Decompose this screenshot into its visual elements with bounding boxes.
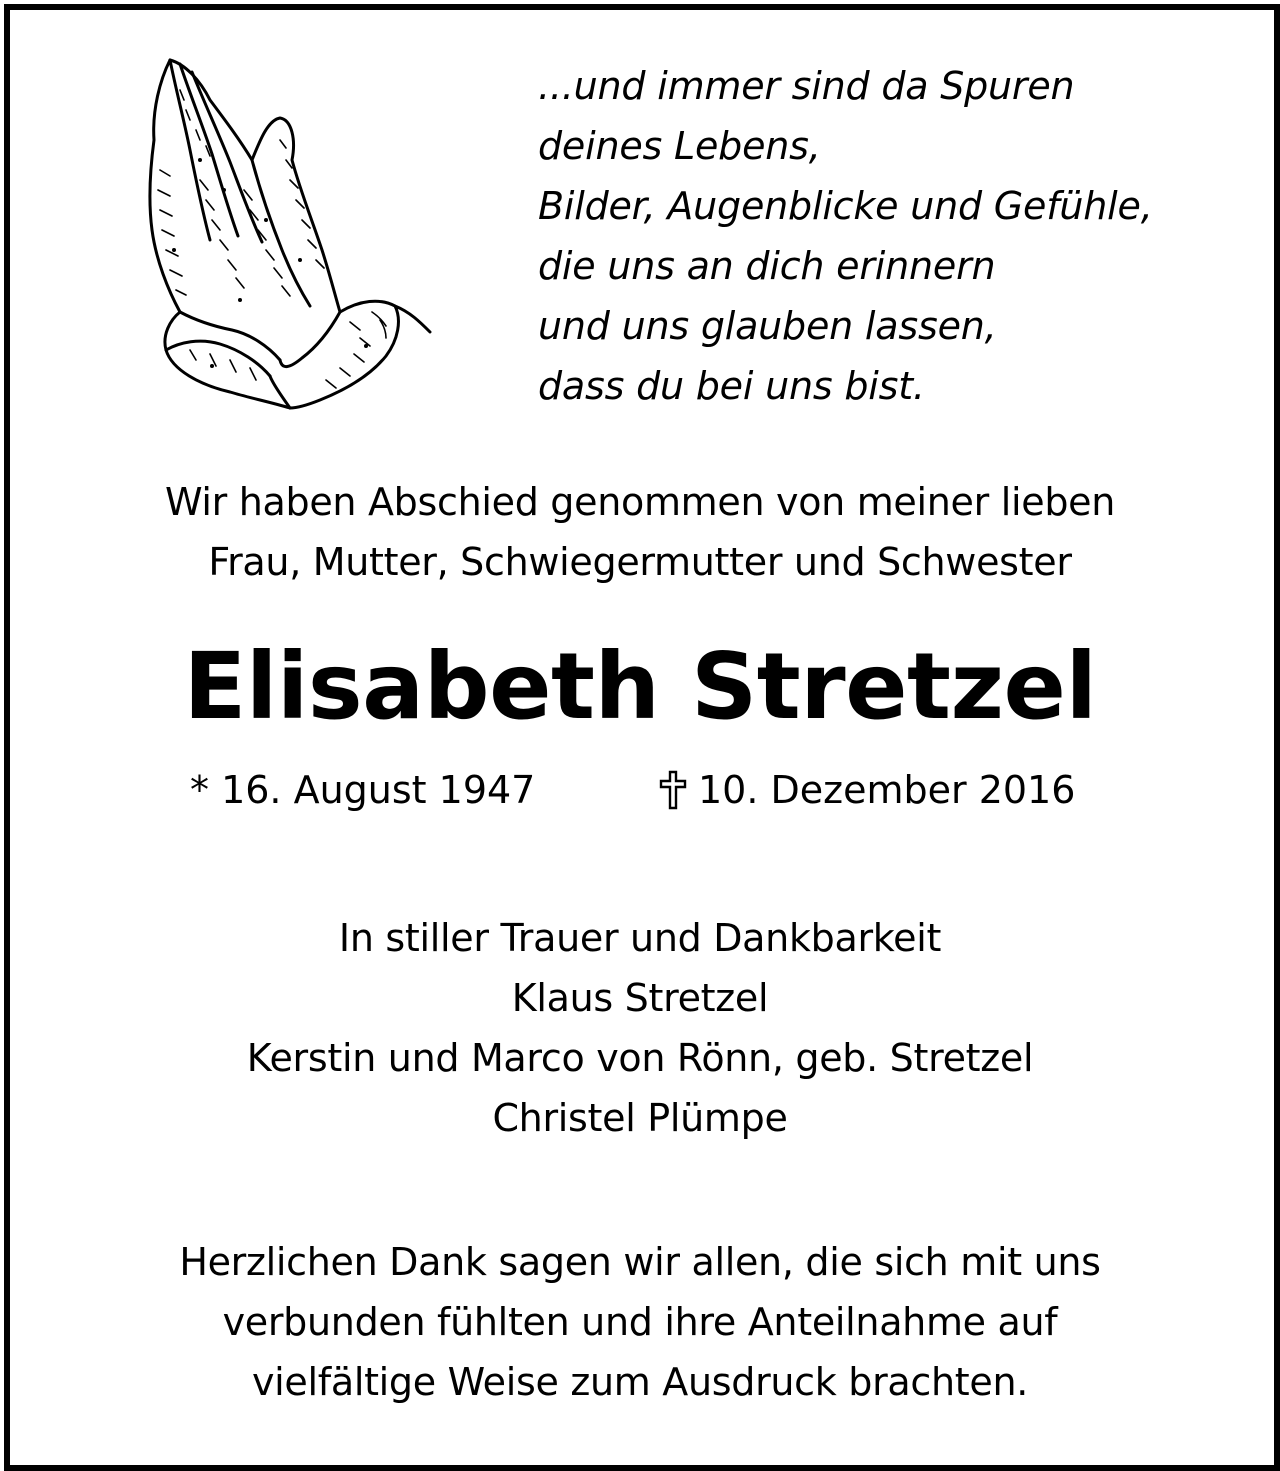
intro-text	[0, 472, 1280, 592]
mourners-list	[0, 908, 1280, 1148]
poem-line: die uns an dich erinnern	[538, 244, 996, 288]
poem-line: und uns glauben lassen,	[538, 304, 997, 348]
thanks-line: vielfältige Weise zum Ausdruck brachten.	[251, 1360, 1029, 1404]
mourner-line: Klaus Stretzel	[511, 976, 769, 1020]
death-date-row	[658, 760, 1075, 820]
mourner-line: Kerstin und Marco von Rönn, geb. Stretzel	[246, 1036, 1034, 1080]
cross-icon	[658, 770, 688, 810]
poem-line: deines Lebens,	[538, 124, 821, 168]
intro-line: Wir haben Abschied genommen von meiner lieben	[164, 480, 1116, 524]
birth-date: * 16. August 1947	[190, 768, 536, 812]
poem-line: Bilder, Augenblicke und Gefühle,	[538, 184, 1153, 228]
deceased-name: Elisabeth Stretzel	[183, 633, 1097, 740]
poem-line: dass du bei uns bist.	[538, 364, 925, 408]
mourner-line: Christel Plümpe	[492, 1096, 788, 1140]
intro-line: Frau, Mutter, Schwiegermutter und Schwester	[208, 540, 1072, 584]
thanks-text	[0, 1232, 1280, 1412]
death-date: 10. Dezember 2016	[698, 768, 1076, 812]
poem-line: ...und immer sind da Spuren	[538, 64, 1075, 108]
thanks-line: Herzlichen Dank sagen wir allen, die sich mit uns	[179, 1240, 1101, 1284]
thanks-line: verbunden fühlten und ihre Anteilnahme auf	[222, 1300, 1058, 1344]
praying-hands-icon	[140, 50, 440, 420]
poem	[538, 56, 1258, 416]
mourner-line: In stiller Trauer und Dankbarkeit	[338, 916, 942, 960]
